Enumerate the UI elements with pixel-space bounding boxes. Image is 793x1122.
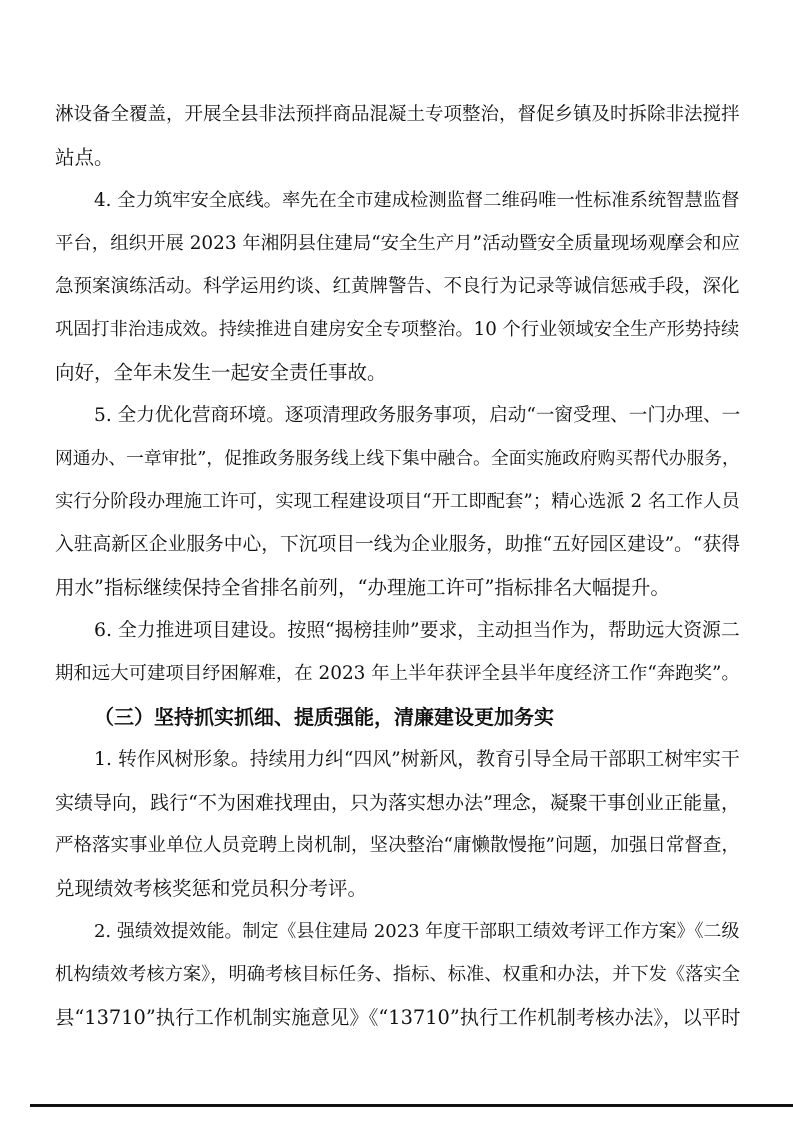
text-line: 实绩导向，践行“不为困难找理由，只为落实想办法”理念，凝聚干事创业正能量， — [55, 792, 740, 814]
section-heading: （三）坚持抓实抓细、提质强能，清廉建设更加务实 — [94, 705, 554, 729]
text-line: 6. 全力推进项目建设。按照“揭榜挂帅”要求，主动担当作为，帮助远大资源二 — [94, 620, 740, 641]
text-line: 机构绩效考核方案》，明确考核目标任务、指标、标准、权重和办法，并下发《落实全 — [55, 964, 740, 985]
text-line: 实行分阶段办理施工许可，实现工程建设项目“开工即配套”；精心选派 2 名工作人员 — [55, 491, 740, 512]
text-line: 严格落实事业单位人员竞聘上岗机制，坚决整治“庸懒散慢拖”问题，加强日常督查， — [55, 835, 740, 856]
text-line: 5. 全力优化营商环境。逐项清理政务服务事项，启动“一窗受理、一门办理、一 — [94, 405, 741, 426]
text-line: 站点。 — [55, 146, 114, 169]
text-line: 用水”指标继续保持全省排名前列，“办理施工许可”指标排名大幅提升。 — [55, 576, 670, 599]
text-line: 入驻高新区企业服务中心，下沉项目一线为企业服务，助推“五好园区建设”。“获得 — [55, 534, 741, 555]
text-line: 向好，全年未发生一起安全责任事故。 — [55, 361, 387, 384]
text-line: 淋设备全覆盖，开展全县非法预拌商品混凝土专项整治，督促乡镇及时拆除非法搅拌 — [55, 104, 740, 125]
text-line: 2. 强绩效提效能。制定《县住建局 2023 年度干部职工绩效考评工作方案》《二级 — [94, 921, 740, 942]
text-line: 县“13710”执行工作机制实施意见》《“13710”执行工作机制考核办法》，以平时 — [55, 1006, 741, 1029]
text-line: 急预案演练活动。科学运用约谈、红黄牌警告、不良行为记录等诚信惩戒手段，深化 — [55, 276, 740, 297]
footer-rule — [30, 1104, 793, 1107]
text-line: 网通办、一章审批”，促推政务服务线上线下集中融合。全面实施政府购买帮代办服务， — [55, 448, 740, 469]
text-line: 期和远大可建项目纾困解难，在 2023 年上半年获评全县半年度经济工作“奔跑奖”。 — [55, 663, 740, 684]
text-line: 兑现绩效考核奖惩和党员积分考评。 — [55, 877, 368, 900]
text-line: 平台，组织开展 2023 年湘阴县住建局“安全生产月”活动暨安全质量现场观摩会和应 — [55, 233, 740, 254]
text-line: 巩固打非治违成效。持续推进自建房安全专项整治。10 个行业领域安全生产形势持续 — [55, 319, 740, 340]
text-line: 4. 全力筑牢安全底线。率先在全市建成检测监督二维码唯一性标准系统智慧监督 — [94, 190, 740, 211]
text-line: 1. 转作风树形象。持续用力纠“四风”树新风，教育引导全局干部职工树牢实干 — [94, 749, 740, 770]
